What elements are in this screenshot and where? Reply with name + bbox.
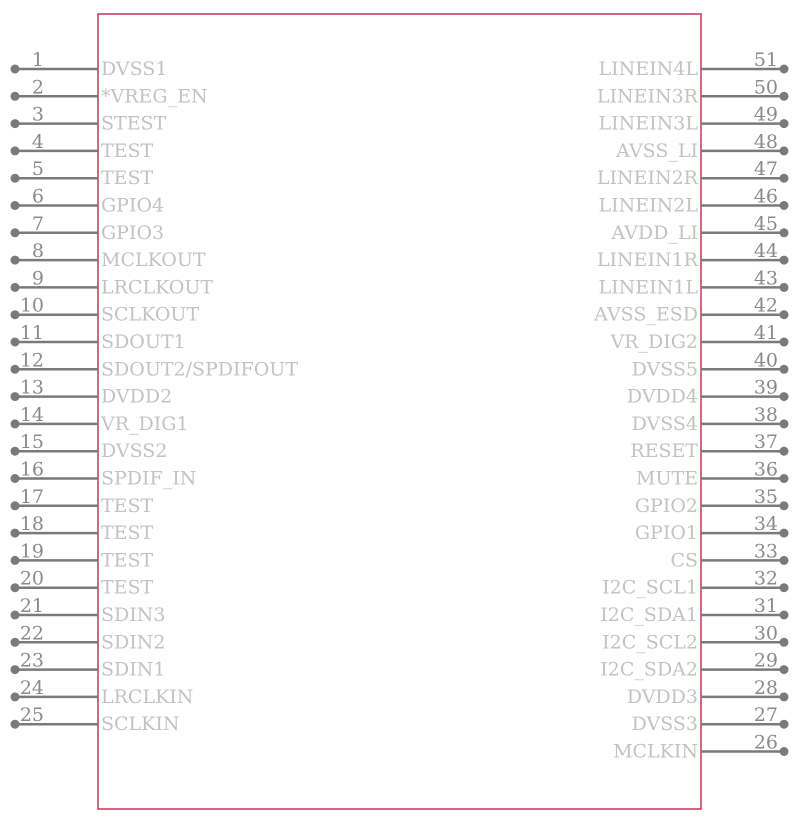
pin-number: 4 [31, 130, 44, 153]
pin-name: TEST [101, 576, 154, 599]
pin-number: 5 [31, 158, 44, 181]
pin-name: DVDD4 [626, 385, 698, 408]
pin-endpoint [11, 338, 20, 347]
pin-endpoint [11, 256, 20, 265]
pin-number: 8 [31, 240, 44, 263]
pin-number: 1 [31, 49, 44, 71]
pin-endpoint [780, 474, 789, 483]
pin-number: 51 [753, 49, 778, 71]
pin-endpoint [780, 692, 789, 701]
pin-endpoint [11, 665, 20, 674]
left-pin-group [11, 49, 299, 735]
pin-25 [11, 704, 180, 735]
pin-name: SPDIF_IN [101, 467, 197, 490]
pin-name: RESET [630, 440, 698, 463]
pin-name: SCLKOUT [101, 303, 200, 326]
pin-name: I2C_SDA2 [600, 658, 698, 681]
pin-name: SDOUT1 [101, 331, 186, 353]
pin-name: DVSS5 [631, 358, 698, 381]
pin-number: 39 [753, 376, 778, 399]
pin-name: AVDD_LI [611, 221, 698, 244]
pin-endpoint [780, 529, 789, 538]
pin-endpoint [780, 501, 789, 510]
pin-number: 44 [753, 240, 778, 263]
pin-number: 13 [19, 376, 44, 399]
pin-name: VR_DIG2 [610, 331, 698, 353]
pin-endpoint [11, 92, 20, 101]
pin-endpoint [780, 146, 789, 155]
pin-name: TEST [101, 522, 154, 545]
pin-number: 3 [31, 103, 44, 126]
pin-endpoint [11, 692, 20, 701]
pin-endpoint [780, 556, 789, 565]
pin-name: GPIO3 [101, 221, 165, 244]
pin-endpoint [780, 638, 789, 647]
pin-number: 20 [19, 567, 44, 590]
pin-number: 36 [753, 458, 778, 481]
pin-name: DVDD2 [101, 385, 173, 408]
pin-number: 11 [19, 322, 44, 344]
pin-endpoint [780, 720, 789, 729]
pin-endpoint [11, 501, 20, 510]
pin-number: 23 [19, 649, 44, 672]
pin-endpoint [11, 392, 20, 401]
pin-name: GPIO2 [634, 494, 698, 517]
pin-number: 46 [753, 185, 778, 208]
pin-endpoint [11, 65, 20, 74]
pin-number: 15 [19, 431, 44, 454]
pin-name: LINEIN3L [598, 112, 698, 135]
pin-12 [11, 349, 299, 380]
pin-endpoint [11, 119, 20, 128]
pin-endpoint [780, 447, 789, 456]
pin-number: 47 [753, 158, 778, 181]
pin-name: LINEIN2L [598, 194, 698, 217]
pin-name: GPIO1 [634, 522, 698, 545]
pin-name: TEST [101, 167, 154, 190]
pin-number: 41 [753, 322, 778, 344]
pin-number: 40 [753, 349, 778, 372]
pin-endpoint [11, 146, 20, 155]
pin-name: SCLKIN [101, 713, 180, 736]
pin-endpoint [780, 119, 789, 128]
pin-number: 42 [753, 294, 778, 317]
pin-name: SDIN1 [101, 658, 166, 681]
pin-endpoint [780, 611, 789, 620]
pin-name: LRCLKIN [101, 685, 194, 708]
pin-name: LINEIN2R [596, 167, 698, 190]
pin-number: 43 [753, 267, 778, 290]
pin-number: 9 [31, 267, 44, 290]
pin-number: 31 [753, 595, 778, 617]
pin-name: SDIN2 [101, 631, 166, 654]
pin-name: AVSS_LI [616, 139, 698, 162]
pin-number: 16 [19, 458, 44, 481]
pin-name: TEST [101, 549, 154, 572]
pin-endpoint [11, 529, 20, 538]
pin-number: 33 [753, 540, 778, 563]
pin-endpoint [11, 638, 20, 647]
pin-name: LRCLKOUT [101, 276, 214, 299]
pin-number: 21 [19, 595, 44, 617]
pin-endpoint [11, 556, 20, 565]
pin-name: LINEIN1L [598, 276, 698, 299]
pin-number: 12 [19, 349, 44, 372]
pin-endpoint [11, 228, 20, 237]
pin-name: MCLKIN [613, 740, 698, 763]
pin-number: 2 [31, 76, 44, 99]
pin-endpoint [780, 201, 789, 210]
pin-endpoint [780, 228, 789, 237]
pin-name: DVDD3 [626, 685, 698, 708]
pin-number: 25 [19, 704, 44, 727]
pin-name: MCLKOUT [101, 249, 206, 272]
pin-number: 29 [753, 649, 778, 672]
pin-name: DVSS2 [101, 440, 168, 463]
pin-number: 45 [753, 212, 778, 235]
pin-number: 27 [753, 704, 778, 727]
pin-number: 50 [753, 76, 778, 99]
pin-endpoint [780, 92, 789, 101]
pin-endpoint [11, 310, 20, 319]
pin-endpoint [11, 447, 20, 456]
pin-number: 32 [753, 567, 778, 590]
pin-endpoint [780, 65, 789, 74]
pin-name: AVSS_ESD [594, 303, 698, 326]
pin-endpoint [780, 174, 789, 183]
pin-name: STEST [101, 112, 167, 135]
pin-number: 28 [753, 676, 778, 699]
pin-endpoint [11, 201, 20, 210]
pin-endpoint [11, 419, 20, 428]
pin-name: SDIN3 [101, 604, 166, 626]
pin-endpoint [11, 283, 20, 292]
pin-endpoint [780, 747, 789, 756]
pin-name: DVSS3 [631, 713, 698, 736]
pin-name: LINEIN1R [596, 249, 698, 272]
pin-number: 24 [19, 676, 44, 699]
pin-endpoint [780, 338, 789, 347]
pin-number: 7 [31, 212, 44, 235]
pin-name: GPIO4 [101, 194, 165, 217]
pin-number: 49 [753, 103, 778, 126]
pin-endpoint [11, 365, 20, 374]
pin-number: 10 [19, 294, 44, 317]
pin-number: 17 [19, 485, 44, 508]
pin-name: CS [670, 549, 698, 572]
pin-name: *VREG_EN [101, 85, 208, 108]
pin-name: DVSS1 [101, 58, 168, 80]
pin-endpoint [11, 611, 20, 620]
pin-number: 18 [19, 513, 44, 536]
pin-number: 30 [753, 622, 778, 645]
pin-endpoint [780, 283, 789, 292]
pin-endpoint [780, 419, 789, 428]
pin-number: 22 [19, 622, 44, 645]
pin-number: 38 [753, 403, 778, 426]
pin-number: 37 [753, 431, 778, 454]
pin-endpoint [780, 583, 789, 592]
pin-name: MUTE [635, 467, 698, 490]
pin-number: 19 [19, 540, 44, 563]
pin-endpoint [780, 365, 789, 374]
pin-endpoint [11, 174, 20, 183]
pin-name: LINEIN4L [598, 58, 698, 80]
pin-endpoint [780, 256, 789, 265]
pin-name: LINEIN3R [596, 85, 698, 108]
pin-number: 6 [31, 185, 44, 208]
pin-number: 35 [753, 485, 778, 508]
pin-number: 26 [753, 731, 778, 754]
pin-number: 48 [753, 130, 778, 153]
pin-endpoint [780, 665, 789, 674]
pin-name: I2C_SCL1 [602, 576, 698, 599]
pin-name: TEST [101, 494, 154, 517]
pin-name: I2C_SDA1 [600, 604, 698, 626]
pin-endpoint [780, 310, 789, 319]
right-pin-group [593, 49, 788, 763]
pin-endpoint [11, 474, 20, 483]
pin-endpoint [11, 720, 20, 729]
pin-number: 34 [753, 513, 778, 536]
pin-name: TEST [101, 139, 154, 162]
pin-name: I2C_SCL2 [602, 631, 698, 654]
pin-name: DVSS4 [631, 412, 698, 435]
pin-name: VR_DIG1 [101, 412, 189, 435]
pin-name: SDOUT2/SPDIFOUT [101, 358, 298, 381]
pin-endpoint [11, 583, 20, 592]
pin-endpoint [780, 392, 789, 401]
pin-number: 14 [19, 403, 44, 426]
